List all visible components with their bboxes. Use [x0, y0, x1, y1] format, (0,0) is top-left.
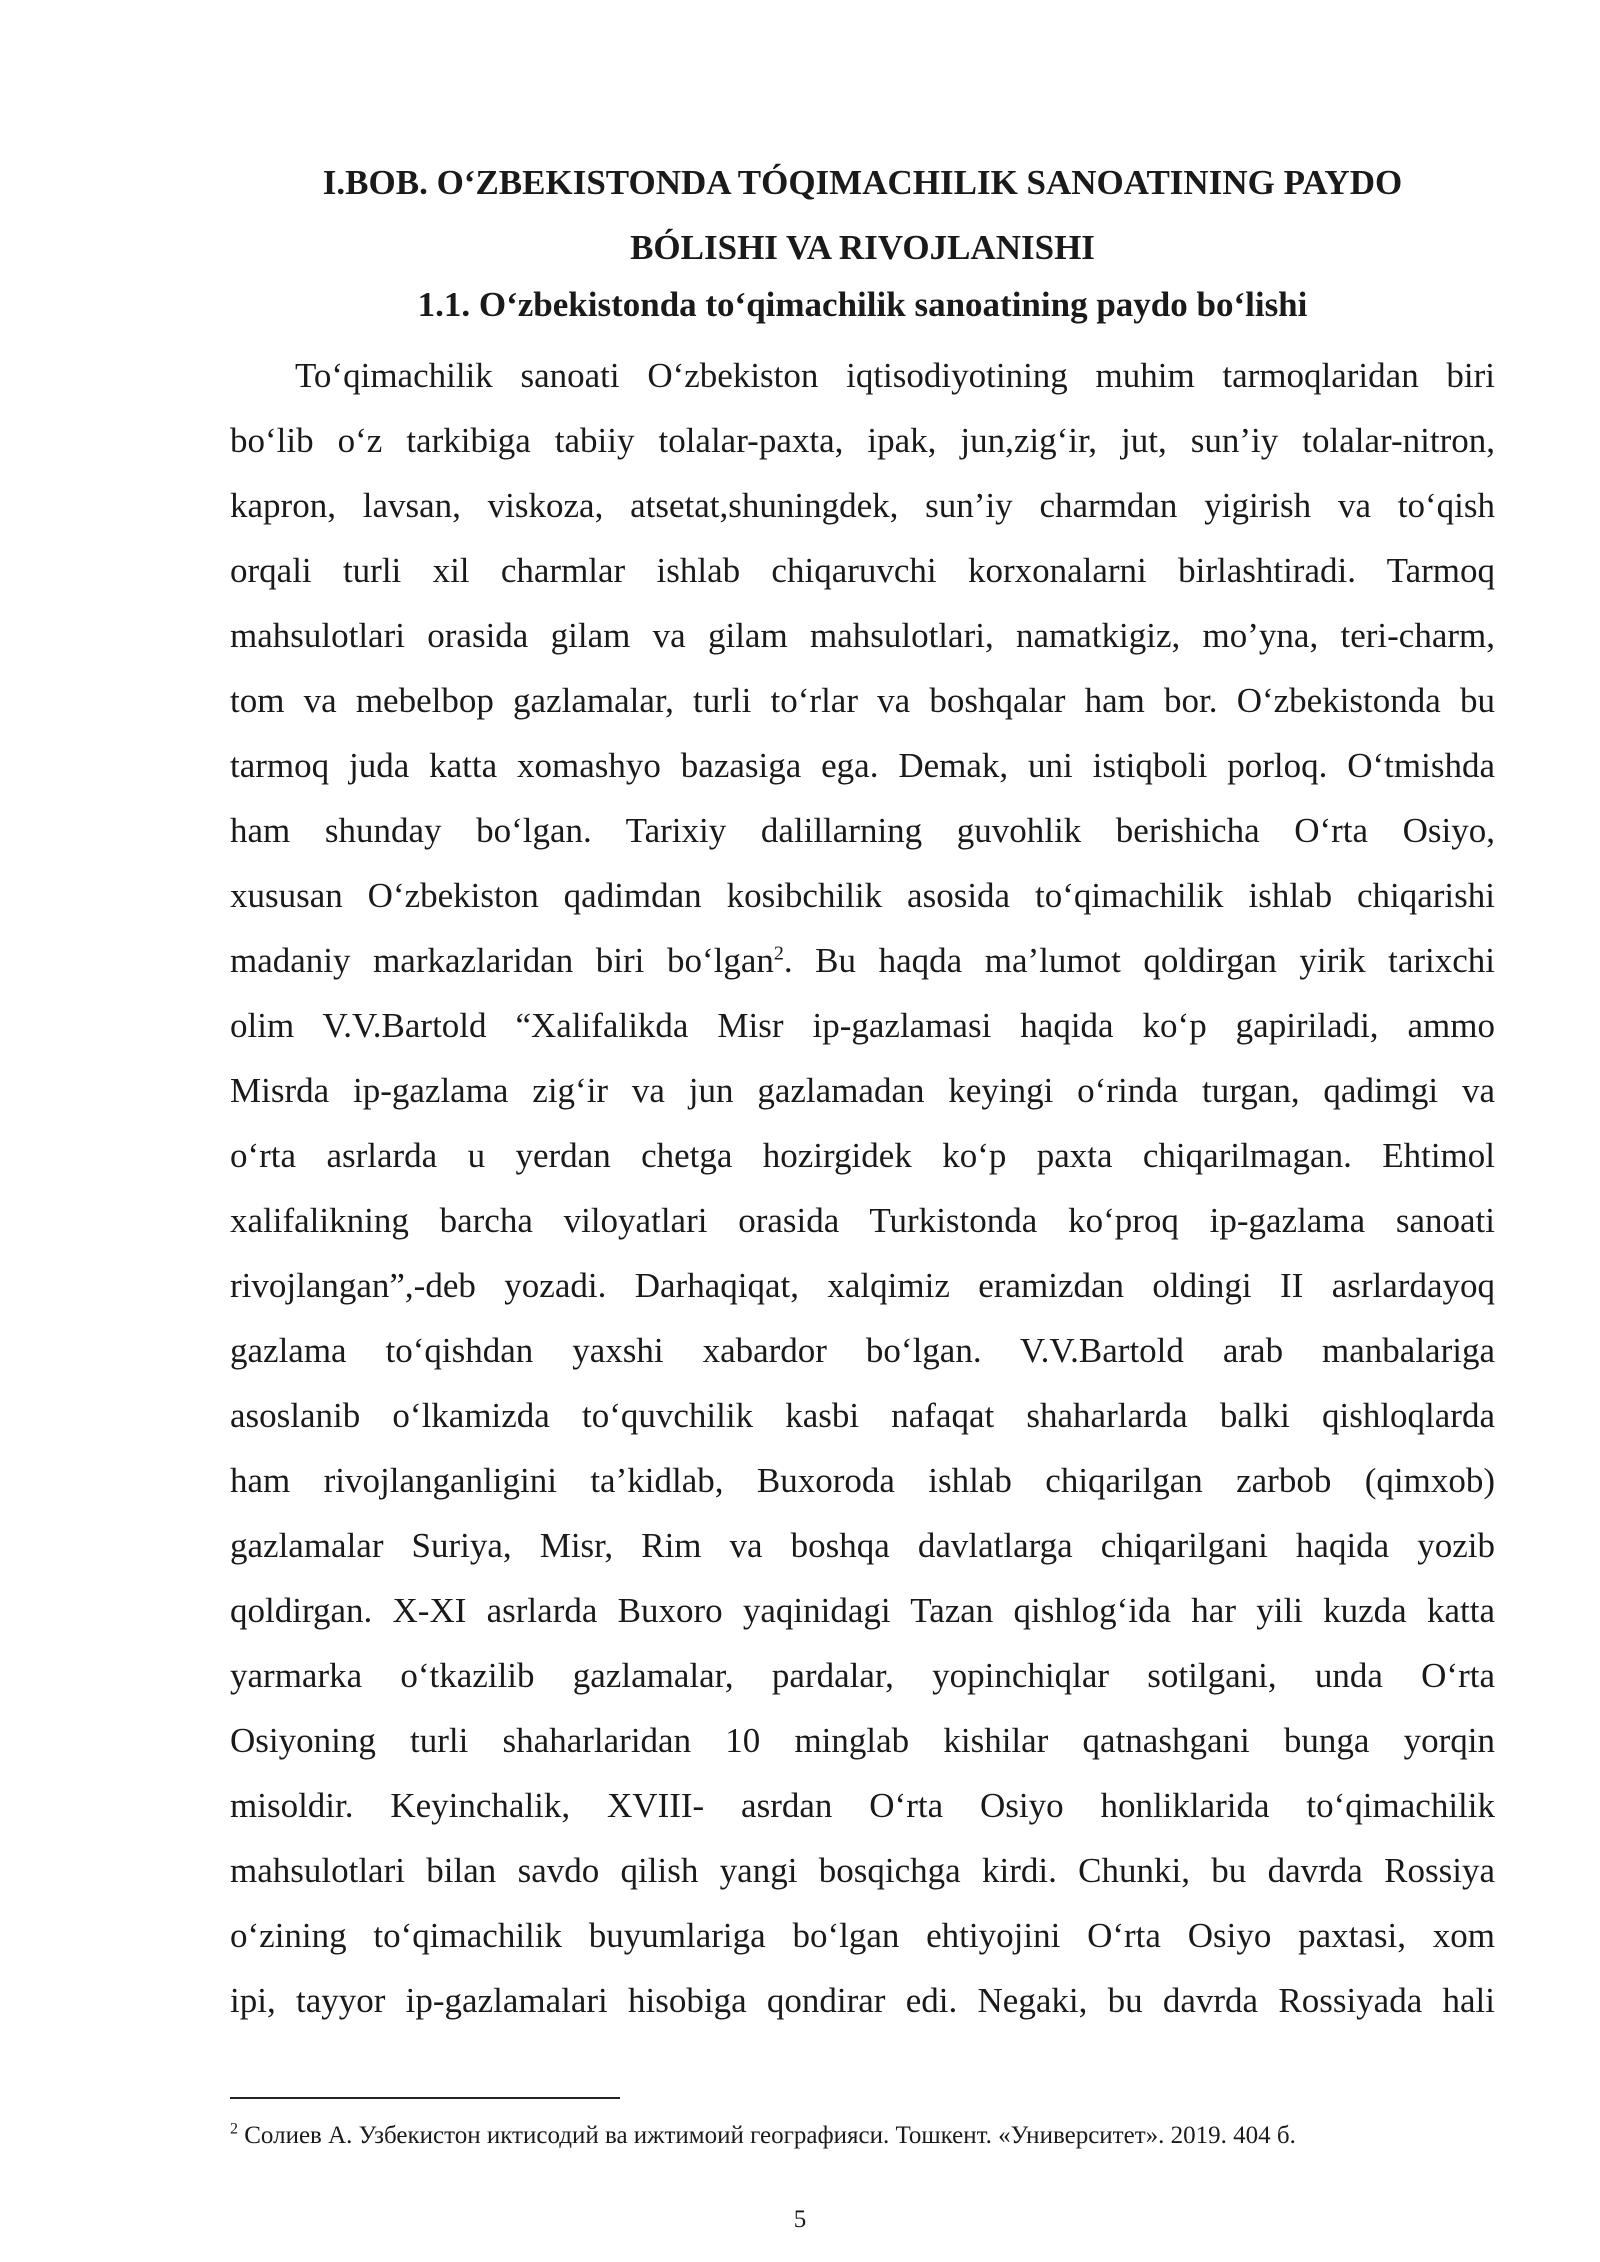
- body-line: gazlamalar Suriya, Misr, Rim va boshqa davlatlarga chiqarilgani haqida yozib: [230, 1526, 1495, 1565]
- body-line-text-after-ref: . Bu haqda ma’lumot qoldirgan yirik tarixchi: [783, 941, 1495, 980]
- page-number: 5: [793, 2206, 807, 2233]
- body-line: ham rivojlanganligini ta’kidlab, Buxoroda ishlab chiqarilgan zarbob (qimxob): [230, 1461, 1495, 1500]
- body-line: gazlama to‘qishdan yaxshi xabardor bo‘lgan. V.V.Bartold arab manbalariga: [230, 1331, 1495, 1370]
- body-line: olim V.V.Bartold “Xalifalikda Misr ip-gazlamasi haqida ko‘p gapiriladi, ammo: [230, 1006, 1495, 1045]
- body-line: asoslanib o‘lkamizda to‘quvchilik kasbi nafaqat shaharlarda balki qishloqlarda: [230, 1396, 1495, 1435]
- body-line: tarmoq juda katta xomashyo bazasiga ega. Demak, uni istiqboli porloq. O‘tmishda: [230, 746, 1495, 785]
- body-line: yarmarka o‘tkazilib gazlamalar, pardalar, yopinchiqlar sotilgani, unda O‘rta: [230, 1656, 1495, 1695]
- body-line: bo‘lib o‘z tarkibiga tabiiy tolalar-paxta, ipak, jun,zig‘ir, jut, sun’iy tolalar-nitron,: [230, 421, 1495, 460]
- footnote-reference[interactable]: 2: [773, 942, 784, 965]
- body-line: misoldir. Keyinchalik, XVIII- asrdan O‘rta Osiyo honliklarida to‘qimachilik: [230, 1786, 1495, 1825]
- section-title: 1.1. O‘zbekistonda to‘qimachilik sanoatining paydo bo‘lishi: [417, 285, 1308, 324]
- body-paragraph: [230, 343, 1495, 2033]
- body-line: mahsulotlari orasida gilam va gilam mahsulotlari, namatkigiz, mo’yna, teri-charm,: [230, 616, 1495, 655]
- body-line: rivojlangan”,-deb yozadi. Darhaqiqat, xalqimiz eramizdan oldingi II asrlardayoq: [230, 1266, 1495, 1305]
- footnote-text: Солиев А. Узбекистон иктисодий ва ижтимоий географияси. Тошкент. «Университет». 2019. 404 б.: [238, 2122, 1296, 2149]
- body-line: Misrda ip-gazlama zig‘ir va jun gazlamadan keyingi o‘rinda turgan, qadimgi va: [230, 1071, 1495, 1110]
- body-line: Osiyoning turli shaharlaridan 10 minglab kishilar qatnashgani bunga yorqin: [230, 1721, 1495, 1760]
- body-line: mahsulotlari bilan savdo qilish yangi bosqichga kirdi. Chunki, bu davrda Rossiya: [230, 1851, 1495, 1890]
- body-line: o‘zining to‘qimachilik buyumlariga bo‘lgan ehtiyojini O‘rta Osiyo paxtasi, xom: [230, 1916, 1495, 1955]
- chapter-title-line-2: BÓLISHI VA RIVOJLANISHI: [630, 228, 1095, 267]
- footnote-separator: [230, 2097, 620, 2099]
- body-line-text-before-ref: madaniy markazlaridan biri bo‘lgan: [230, 941, 774, 980]
- body-line: ham shunday bo‘lgan. Tarixiy dalillarning guvohlik berishicha O‘rta Osiyo,: [230, 811, 1495, 850]
- body-line: orqali turli xil charmlar ishlab chiqaruvchi korxonalarni birlashtiradi. Tarmoq: [230, 551, 1495, 590]
- body-line: To‘qimachilik sanoati O‘zbekiston iqtisodiyotining muhim tarmoqlaridan biri: [295, 356, 1495, 395]
- body-line: xalifalikning barcha viloyatlari orasida Turkistonda ko‘proq ip-gazlama sanoati: [230, 1201, 1495, 1240]
- body-line: o‘rta asrlarda u yerdan chetga hozirgidek ko‘p paxta chiqarilmagan. Ehtimol: [230, 1136, 1495, 1175]
- footnote-mark: 2: [230, 2120, 238, 2138]
- body-line: kapron, lavsan, viskoza, atsetat,shuningdek, sun’iy charmdan yigirish va to‘qish: [230, 486, 1495, 525]
- chapter-title: [230, 150, 1495, 280]
- body-line: ipi, tayyor ip-gazlamalari hisobiga qondirar edi. Negaki, bu davrda Rossiyada hali: [230, 1981, 1495, 2020]
- body-line: tom va mebelbop gazlamalar, turli to‘rlar va boshqalar ham bor. O‘zbekistonda bu: [230, 681, 1495, 720]
- body-line: xususan O‘zbekiston qadimdan kosibchilik asosida to‘qimachilik ishlab chiqarishi: [230, 876, 1495, 915]
- footnote: [230, 2118, 1495, 2154]
- chapter-title-line-1: I.BOB. O‘ZBEKISTONDA TÓQIMACHILIK SANOATINING PAYDO: [322, 163, 1403, 202]
- body-line: qoldirgan. X-XI asrlarda Buxoro yaqinidagi Tazan qishlog‘ida har yili kuzda katta: [230, 1591, 1495, 1630]
- body-line-with-footnote-ref: [230, 928, 1495, 993]
